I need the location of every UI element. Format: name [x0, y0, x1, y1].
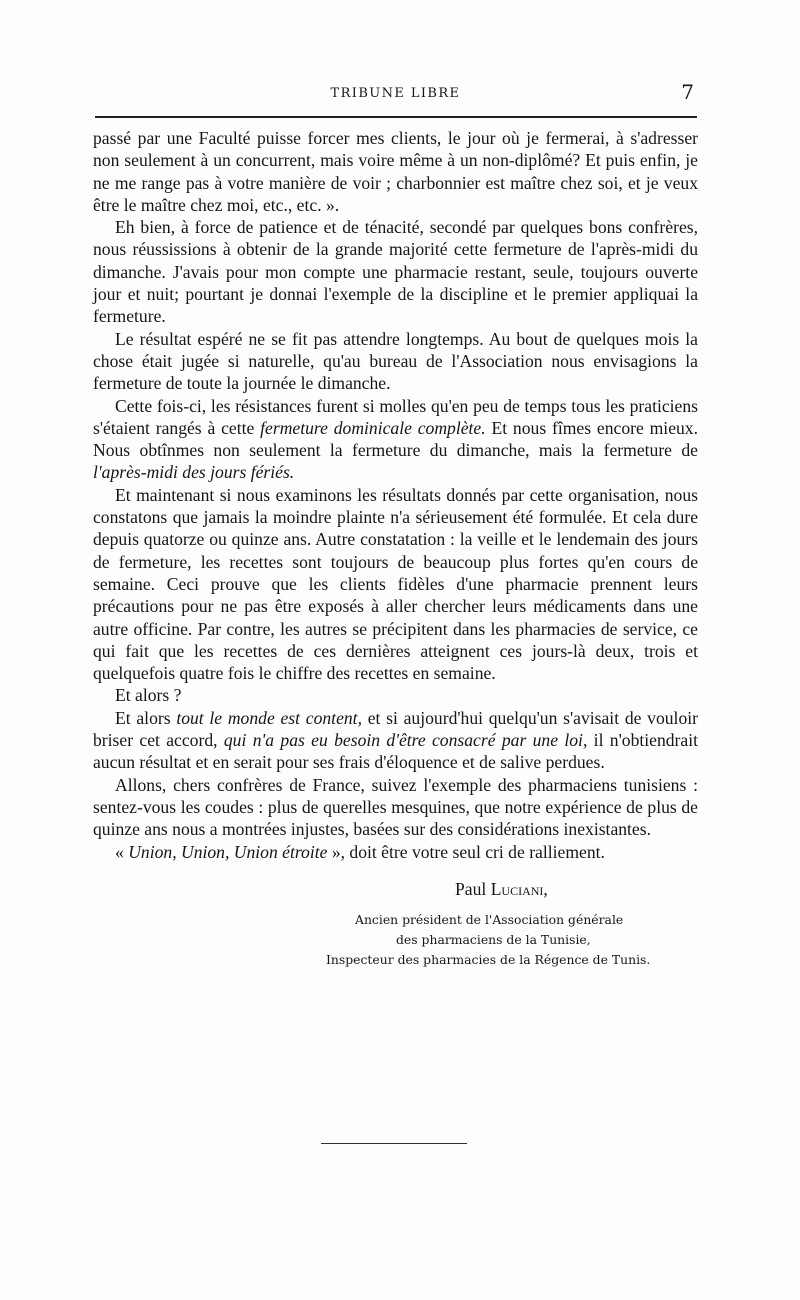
page-number: 7: [681, 80, 694, 104]
paragraph-7: [93, 707, 698, 774]
signature-titles: [93, 910, 698, 970]
running-header: [93, 82, 698, 106]
signature-name: [93, 878, 698, 900]
paragraph-7-italic-a: tout le monde est content,: [176, 707, 362, 728]
paragraph-1: passé par une Faculté puisse forcer mes clients, le jour où je fermerai, à s'adresser non seulement à un concurrent, mais voire même à un non-diplômé? Et puis enfin, je ne me range pas à votre manière de voir ; charbonnier est maître chez soi, et je veux être le maître chez moi, etc., etc. ».: [93, 128, 698, 215]
paragraph-7-italic-b: qui n'a pas eu besoin d'être consacré par une loi,: [223, 730, 588, 751]
paragraph-8: Allons, chers confrères de France, suivez l'exemple des pharmaciens tunisiens : sentez-vous les coudes : plus de querelles mesquines, que notre expérience de plus de quinze ans nous a montrées injustes, basées sur des considérations inexistantes.: [93, 774, 698, 840]
paragraph-4-italic-b: l'après-midi des jours fériés.: [93, 462, 295, 483]
signature-title-line-1: Ancien président de l'Association générale: [355, 912, 624, 928]
running-title: TRIBUNE LIBRE: [330, 86, 461, 101]
paragraph-2: Eh bien, à force de patience et de ténacité, secondé par quelques bons confrères, nous réussissions à obtenir de la grande majorité cette fermeture de l'après-midi du dimanche. J'avais pour mon compte une pharmacie restant, seule, toujours ouverte jour et nuit; pourtant je donnai l'exemple de la discipline et le premier appliquai la fermeture.: [93, 217, 698, 327]
paragraph-4-italic-a: fermeture dominicale complète.: [260, 417, 486, 438]
paragraph-4-text-a: Cette fois-ci, les résistances furent si molles qu'en peu de temps tous les praticiens s'étaient rangés à cette: [93, 395, 698, 438]
paragraph-7-text-a: Et alors: [115, 707, 177, 728]
paragraph-9-text-b: », doit être votre seul cri de ralliement.: [327, 841, 605, 862]
signature-last-name: Luciani,: [490, 878, 548, 899]
paragraph-9: [93, 841, 698, 863]
signature-first-name: Paul: [455, 878, 491, 899]
paragraph-7-text-b: et si aujourd'hui quelqu'un s'avisait de vouloir briser cet accord,: [93, 707, 698, 751]
paragraph-9-italic: Union, Union, Union étroite: [128, 841, 328, 862]
paragraph-3: Le résultat espéré ne se fit pas attendre longtemps. Au bout de quelques mois la chose était jugée si naturelle, qu'au bureau de l'Association nous envisagions la fermeture de toute la journée le dimanche.: [93, 328, 698, 394]
paragraph-5: Et maintenant si nous examinons les résultats donnés par cette organisation, nous constatons que jamais la moindre plainte n'a sérieusement été formulée. Et cela dure depuis quatorze ou quinze ans. Autre constatation : la veille et le lendemain des jours de fermeture, les recettes sont toujours de beaucoup plus fortes qu'en cours de semaine. Ceci prouve que les clients fidèles d'une pharmacie prennent leurs précautions pour ne pas être exposés à aller chercher leurs médicaments dans une autre officine. Par contre, les autres se précipitent dans les pharmacies de service, ce qui fait que les recettes de ces dernières atteignent ces jours-là deux, trois et quelquefois quatre fois le chiffre des recettes en semaine.: [93, 484, 698, 684]
paragraph-7-text-c: il n'obtiendrait aucun résultat et en serait pour ses frais d'éloquence et de salive perdues.: [93, 730, 698, 773]
end-rule: [321, 1143, 467, 1144]
paragraph-6: Et alors ?: [115, 685, 182, 706]
paragraph-4-text-b: Et nous fîmes encore mieux. Nous obtînmes non seulement la fermeture du dimanche, mais la fermeture de: [93, 417, 698, 461]
paragraph-4: [93, 395, 698, 484]
paragraph-9-text-a: «: [115, 841, 129, 862]
signature-title-line-2: des pharmaciens de la Tunisie,: [396, 932, 591, 948]
book-page: [93, 0, 698, 1300]
article-body: [93, 127, 698, 970]
signature-title-line-3: Inspecteur des pharmacies de la Régence de Tunis.: [326, 952, 651, 968]
header-rule: [95, 116, 697, 118]
